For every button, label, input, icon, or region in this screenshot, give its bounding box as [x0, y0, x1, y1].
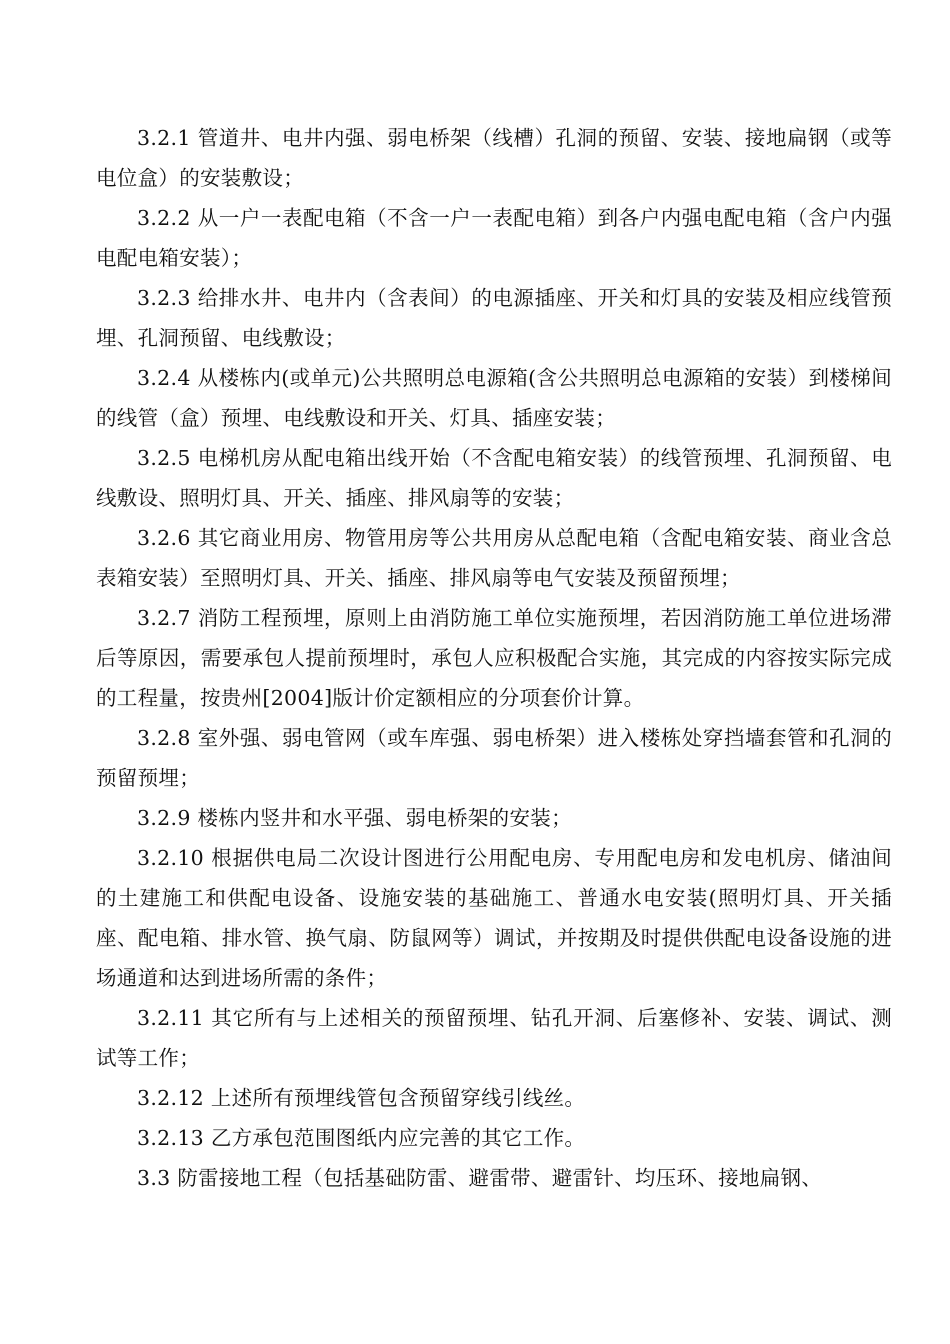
paragraph-3-2-10: 3.2.10 根据供电局二次设计图进行公用配电房、专用配电房和发电机房、储油间的土建施工和供配电设备、设施安装的基础施工、普通水电安装(照明灯具、开关插座、配电箱、排水管、换气扇、防鼠网等）调试，并按期及时提供供配电设备设施的进场通道和达到进场所需的条件； — [96, 846, 892, 990]
paragraph-3-2-12: 3.2.12 上述所有预埋线管包含预留穿线引线丝。 — [137, 1086, 586, 1110]
paragraph-3-2-6: 3.2.6 其它商业用房、物管用房等公共用房从总配电箱（含配电箱安装、商业含总表箱安装）至照明灯具、开关、插座、排风扇等电气安装及预留预埋； — [96, 526, 892, 590]
paragraph-3-2-7: 3.2.7 消防工程预埋，原则上由消防施工单位实施预埋，若因消防施工单位进场滞后等原因，需要承包人提前预埋时，承包人应积极配合实施，其完成的内容按实际完成的工程量，按贵州[2004]版计价定额相应的分项套价计算。 — [96, 606, 892, 710]
paragraph-3-2-9: 3.2.9 楼栋内竖井和水平强、弱电桥架的安装； — [137, 806, 572, 830]
paragraph-3-2-11: 3.2.11 其它所有与上述相关的预留预埋、钻孔开洞、后塞修补、安装、调试、测试等工作； — [96, 1006, 892, 1070]
paragraph-3-2-3: 3.2.3 给排水井、电井内（含表间）的电源插座、开关和灯具的安装及相应线管预埋、孔洞预留、电线敷设； — [96, 286, 892, 350]
paragraph-3-2-8: 3.2.8 室外强、弱电管网（或车库强、弱电桥架）进入楼栋处穿挡墙套管和孔洞的预留预埋； — [96, 726, 892, 790]
paragraph-3-2-13: 3.2.13 乙方承包范围图纸内应完善的其它工作。 — [137, 1126, 586, 1150]
paragraph-3-3: 3.3 防雷接地工程（包括基础防雷、避雷带、避雷针、均压环、接地扁钢、 — [137, 1166, 823, 1190]
paragraph-3-2-2: 3.2.2 从一户一表配电箱（不含一户一表配电箱）到各户内强电配电箱（含户内强电配电箱安装）； — [96, 206, 892, 270]
paragraph-3-2-4: 3.2.4 从楼栋内(或单元)公共照明总电源箱(含公共照明总电源箱的安装）到楼梯间的线管（盒）预埋、电线敷设和开关、灯具、插座安装； — [96, 366, 892, 430]
paragraph-3-2-1: 3.2.1 管道井、电井内强、弱电桥架（线槽）孔洞的预留、安装、接地扁钢（或等电位盒）的安装敷设； — [96, 126, 892, 190]
paragraph-3-2-5: 3.2.5 电梯机房从配电箱出线开始（不含配电箱安装）的线管预埋、孔洞预留、电线敷设、照明灯具、开关、插座、排风扇等的安装； — [96, 446, 892, 510]
